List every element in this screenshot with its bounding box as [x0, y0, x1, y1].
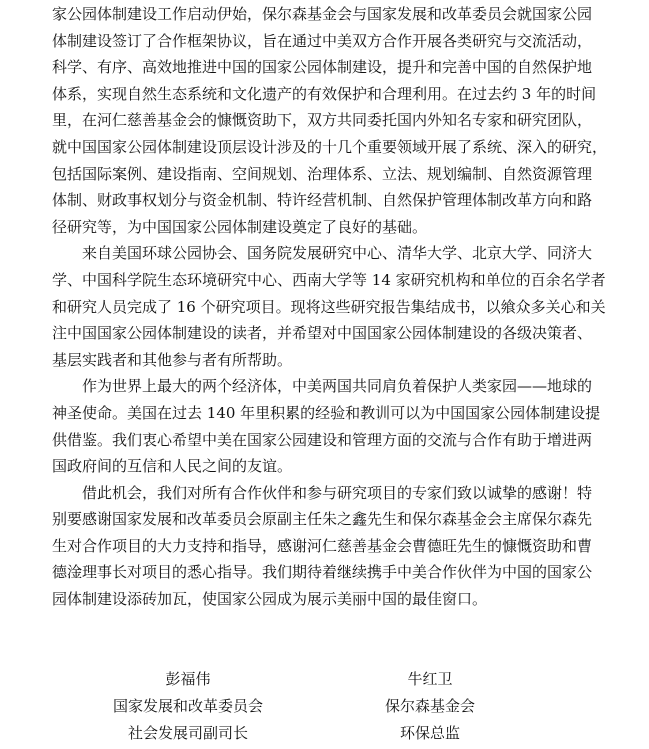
text-line: 体制、财政事权划分与资金机制、特许经营机制、自然保护管理体制改革方向和路 [52, 191, 593, 210]
text-line: 园体制建设添砖加瓦，使国家公园成为展示美丽中国的最佳窗口。 [52, 590, 488, 609]
text-line: 别要感谢国家发展和改革委员会原副主任朱之鑫先生和保尔森基金会主席保尔森先 [52, 510, 593, 529]
signatory-organization: 国家发展和改革委员会 [112, 697, 263, 715]
text-line: 作为世界上最大的两个经济体，中美两国共同肩负着保护人类家园——地球的 [82, 377, 593, 396]
text-line: 国政府间的互信和人民之间的友谊。 [52, 457, 293, 476]
signatory-title: 环保总监 [399, 724, 460, 742]
text-line: 体制建设签订了合作框架协议，旨在通过中美双方合作开展各类研究与交流活动， [52, 31, 593, 50]
signatory-name: 彭福伟 [165, 670, 211, 688]
signatory-organization: 保尔森基金会 [384, 697, 475, 715]
text-line: 里，在河仁慈善基金会的慷慨资助下，双方共同委托国内外知名专家和研究团队， [52, 111, 593, 130]
text-line: 借此机会，我们对所有合作伙伴和参与研究项目的专家们致以诚挚的感谢！特 [82, 483, 593, 502]
text-line: 注中国国家公园体制建设的读者，并希望对中国国家公园体制建设的各级决策者、 [52, 324, 593, 343]
text-line: 基层实践者和其他参与者有所帮助。 [52, 350, 293, 369]
paragraph [52, 480, 593, 613]
signature-block-left [58, 666, 318, 747]
signatory-title: 社会发展司副司长 [127, 724, 248, 742]
text-line: 学、中国科学院生态环境研究中心、西南大学等 14 家研究机构和单位的百余名学者 [52, 270, 606, 289]
paragraph [52, 1, 608, 240]
paragraph [52, 240, 606, 373]
signature-block-right [300, 666, 560, 747]
text-line: 科学、有序、高效地推进中国的国家公园体制建设，提升和完善中国的自然保护地 [52, 58, 593, 77]
text-line: 体系，实现自然生态系统和文化遗产的有效保护和合理利用。在过去约 3 年的时间 [52, 84, 597, 103]
text-line: 和研究人员完成了 16 个研究项目。现将这些研究报告集结成书，以飨众多关心和关 [52, 297, 606, 316]
text-line: 就中国国家公园体制建设顶层设计涉及的十几个重要领域开展了系统、深入的研究， [52, 137, 608, 156]
document-body [52, 1, 608, 613]
text-line: 家公园体制建设工作启动伊始，保尔森基金会与国家发展和改革委员会就国家公园 [52, 5, 593, 23]
text-line: 供借鉴。我们衷心希望中美在国家公园建设和管理方面的交流与合作有助于增进两 [52, 430, 593, 449]
text-line: 神圣使命。美国在过去 140 年里积累的经验和教训可以为中国国家公园体制建设提 [52, 403, 601, 422]
text-line: 德淦理事长对项目的悉心指导。我们期待着继续携手中美合作伙伴为中国的国家公 [52, 563, 593, 582]
text-line: 生对合作项目的大力支持和指导，感谢河仁慈善基金会曹德旺先生的慷慨资助和曹 [52, 536, 593, 555]
text-line: 包括国际案例、建设指南、空间规划、治理体系、立法、规划编制、自然资源管理 [52, 164, 593, 183]
text-line: 径研究等，为中国国家公园体制建设奠定了良好的基础。 [52, 217, 428, 236]
paragraph [52, 373, 601, 479]
signatory-name: 牛红卫 [407, 670, 453, 688]
text-line: 来自美国环球公园协会、国务院发展研究中心、清华大学、北京大学、同济大 [82, 244, 593, 263]
